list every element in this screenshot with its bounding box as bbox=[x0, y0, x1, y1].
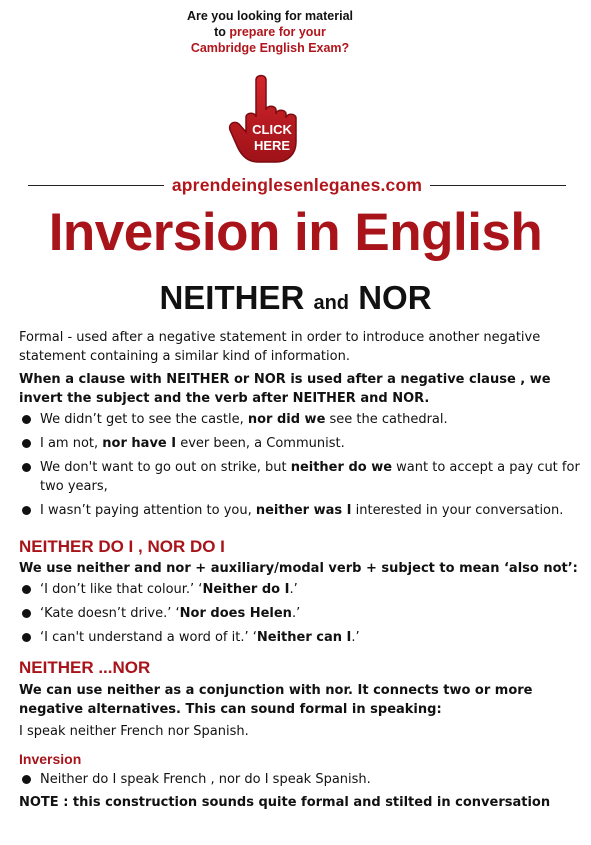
example-emph: Nor does Helen bbox=[179, 606, 292, 621]
list-item bbox=[19, 580, 585, 599]
intro-rule: When a clause with NEITHER or NOR is used after a negative clause , we invert the subject and the verb after NEITHER and NOR. bbox=[19, 372, 551, 406]
example-text: interested in your conversation. bbox=[351, 503, 564, 518]
content bbox=[19, 328, 585, 812]
example-text: We didn’t get to see the castle, bbox=[40, 412, 248, 427]
list-item bbox=[19, 410, 585, 429]
examples-list bbox=[19, 410, 585, 520]
note: NOTE : this construction sounds quite formal and stilted in conversation bbox=[19, 795, 551, 810]
example-emph: nor have I bbox=[102, 436, 177, 451]
promo-banner bbox=[150, 8, 390, 56]
example-text: I am not, bbox=[40, 436, 103, 451]
section2-rule: We use neither and nor + auxiliary/modal verb + subject to mean ‘also not’: bbox=[19, 561, 578, 576]
promo-line-2-emph: prepare for your bbox=[229, 25, 326, 39]
page-title: Inversion in English bbox=[48, 203, 543, 262]
list-item bbox=[19, 434, 585, 453]
example-text: want to accept a pay cut for two years, bbox=[40, 460, 580, 494]
list-item: Neither do I speak French , nor do I speak Spanish. bbox=[19, 770, 585, 789]
section3-rule: We can use neither as a conjunction with nor. It connects two or more negative alternatives. This can sound formal in speaking: bbox=[19, 683, 533, 717]
subtitle-neither: NEITHER bbox=[159, 279, 305, 316]
example-text: ‘I can't understand a word of it.’ ‘ bbox=[40, 630, 257, 645]
example-text: We don't want to go out on strike, but bbox=[40, 460, 291, 475]
example-text: .’ bbox=[291, 606, 301, 621]
list-item bbox=[19, 604, 585, 623]
example-emph: neither was I bbox=[255, 503, 352, 518]
example-emph: Neither can I bbox=[256, 630, 352, 645]
pointing-hand-icon[interactable] bbox=[226, 72, 316, 167]
section-heading-neither-do-i: NEITHER DO I , NOR DO I bbox=[19, 537, 225, 556]
divider-right bbox=[430, 185, 566, 186]
promo-line-2 bbox=[150, 24, 390, 40]
promo-line-1: Are you looking for material bbox=[186, 9, 353, 23]
promo-line-2-prefix: to bbox=[214, 25, 230, 39]
subtitle-nor: NOR bbox=[358, 279, 432, 316]
promo-line-3: Cambridge English Exam? bbox=[190, 41, 350, 55]
example-text: .’ bbox=[289, 582, 298, 597]
list-item bbox=[19, 501, 585, 520]
click-label: CLICK bbox=[252, 122, 292, 137]
list-item bbox=[19, 628, 585, 647]
section-heading-inversion: Inversion bbox=[19, 751, 82, 767]
section-heading-neither-nor: NEITHER ...NOR bbox=[19, 658, 151, 677]
site-banner bbox=[28, 172, 566, 198]
example-emph: Neither do I bbox=[202, 582, 290, 597]
example-text: ‘Kate doesn’t drive.’ ‘ bbox=[40, 606, 180, 621]
example-text: .’ bbox=[351, 630, 360, 645]
here-label: HERE bbox=[253, 138, 291, 153]
example-text: ever been, a Communist. bbox=[176, 436, 345, 451]
example-text: I wasn’t paying attention to you, bbox=[40, 503, 256, 518]
subtitle-and: and bbox=[313, 292, 350, 314]
page-subtitle bbox=[0, 274, 591, 327]
example-emph: neither do we bbox=[290, 460, 393, 475]
section3-example: I speak neither French nor Spanish. bbox=[19, 724, 249, 739]
site-link[interactable]: aprendeinglesenleganes.com bbox=[171, 174, 423, 195]
example-emph: nor did we bbox=[247, 412, 326, 427]
inversion-examples-list bbox=[19, 770, 585, 789]
example-text: see the cathedral. bbox=[325, 412, 448, 427]
example-text: ‘I don’t like that colour.’ ‘ bbox=[40, 582, 203, 597]
intro-formal: Formal - used after a negative statement in order to introduce another negative statement containing a similar kind of information. bbox=[19, 330, 541, 364]
divider-left bbox=[28, 185, 164, 186]
list-item bbox=[19, 458, 585, 496]
section2-examples-list bbox=[19, 580, 585, 647]
